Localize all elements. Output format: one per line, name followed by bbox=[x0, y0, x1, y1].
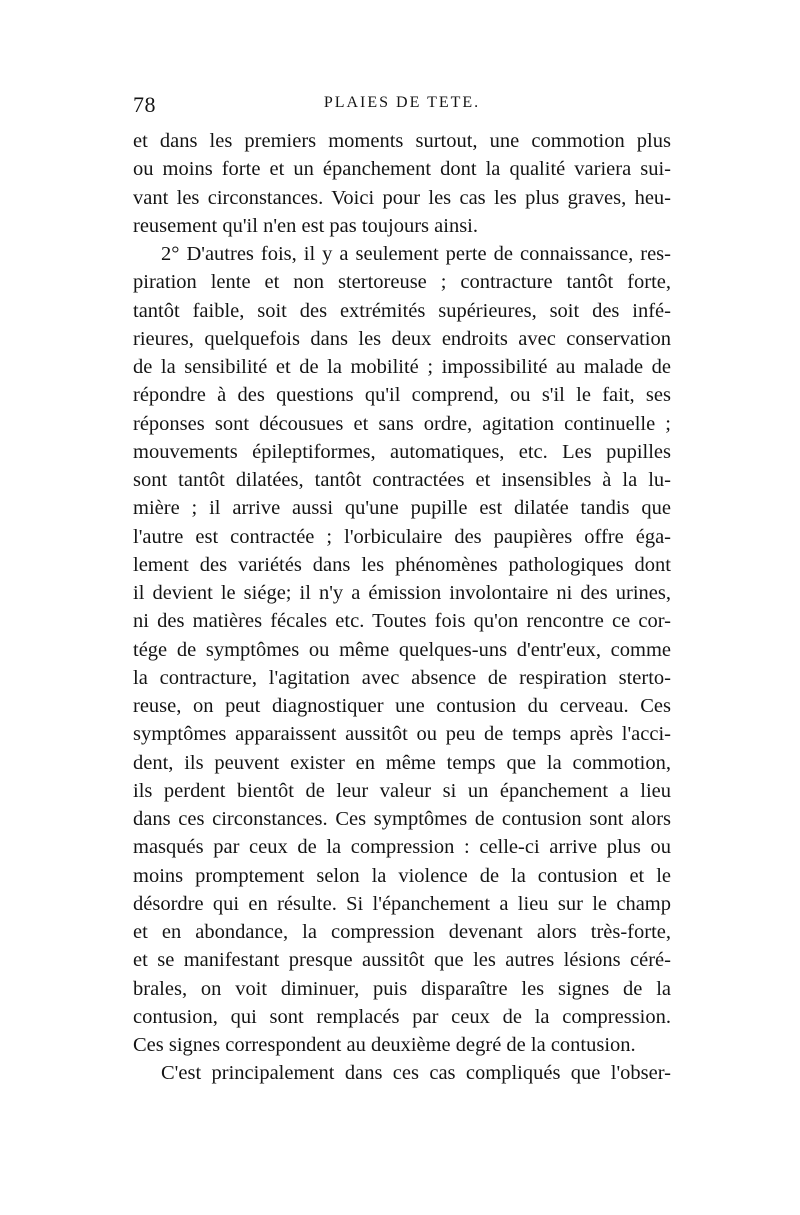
text-line: mière ; il arrive aussi qu'une pupille est dilatée tandis que bbox=[133, 497, 671, 520]
text-line: reuse, on peut diagnostiquer une contusion du cerveau. Ces bbox=[133, 695, 671, 717]
text-line: répondre à des questions qu'il comprend, ou s'il le fait, ses bbox=[133, 384, 671, 407]
running-title: PLAIES DE TETE. bbox=[323, 94, 481, 111]
text-line: tége de symptômes ou même quelques-uns d'entr'eux, comme bbox=[133, 638, 671, 661]
text-line: contusion, qui sont remplacés par ceux de la compression. bbox=[133, 1005, 671, 1028]
text-line: de la sensibilité et de la mobilité ; impossibilité au malade de bbox=[133, 356, 671, 378]
text-line: l'autre est contractée ; l'orbiculaire des paupières offre éga- bbox=[133, 525, 671, 548]
text-line: dans ces circonstances. Ces symptômes de contusion sont alors bbox=[133, 808, 671, 830]
text-line: et dans les premiers moments surtout, une commotion plus bbox=[133, 130, 671, 152]
running-head bbox=[133, 92, 671, 122]
text-line: ils perdent bientôt de leur valeur si un épanchement a lieu bbox=[133, 779, 671, 802]
text-line: tantôt faible, soit des extrémités supérieures, soit des infé- bbox=[133, 299, 671, 322]
text-line: il devient le siége; il n'y a émission involontaire ni des urines, bbox=[133, 582, 671, 604]
text-line: Ces signes correspondent au deuxième degré de la contusion. bbox=[133, 1034, 636, 1056]
text-line: masqués par ceux de la compression : celle-ci arrive plus ou bbox=[133, 836, 671, 859]
text-line: 2° D'autres fois, il y a seulement perte de connaissance, res- bbox=[161, 243, 671, 265]
text-line: réponses sont décousues et sans ordre, agitation continuelle ; bbox=[133, 412, 671, 435]
text-line: rieures, quelquefois dans les deux endroits avec conservation bbox=[133, 327, 671, 350]
text-line: et se manifestant presque aussitôt que les autres lésions céré- bbox=[133, 949, 671, 972]
text-line: lement des variétés dans les phénomènes pathologiques dont bbox=[133, 553, 671, 576]
text-line: et en abondance, la compression devenant alors très-forte, bbox=[133, 921, 671, 943]
text-line: C'est principalement dans ces cas compliqués que l'obser- bbox=[161, 1062, 671, 1085]
text-line: piration lente et non stertoreuse ; contracture tantôt forte, bbox=[133, 271, 671, 294]
text-line: ni des matières fécales etc. Toutes fois qu'on rencontre ce cor- bbox=[133, 610, 671, 633]
text-line: ou moins forte et un épanchement dont la qualité variera sui- bbox=[133, 158, 671, 181]
text-line: moins promptement selon la violence de la contusion et le bbox=[133, 864, 671, 887]
text-line: sont tantôt dilatées, tantôt contractées et insensibles à la lu- bbox=[133, 469, 671, 491]
body-text bbox=[133, 127, 671, 1088]
text-line: brales, on voit diminuer, puis disparaître les signes de la bbox=[133, 977, 671, 1000]
text-line: mouvements épileptiformes, automatiques, etc. Les pupilles bbox=[133, 440, 671, 463]
text-line: symptômes apparaissent aussitôt ou peu de temps après l'acci- bbox=[133, 723, 671, 746]
text-line: la contracture, l'agitation avec absence de respiration sterto- bbox=[133, 666, 671, 689]
text-line: dent, ils peuvent exister en même temps que la commotion, bbox=[133, 751, 671, 774]
page-number: 78 bbox=[133, 92, 156, 117]
text-line: désordre qui en résulte. Si l'épanchement a lieu sur le champ bbox=[133, 892, 671, 915]
text-line: vant les circonstances. Voici pour les cas les plus graves, heu- bbox=[133, 186, 671, 209]
text-line: reusement qu'il n'en est pas toujours ainsi. bbox=[133, 214, 479, 237]
